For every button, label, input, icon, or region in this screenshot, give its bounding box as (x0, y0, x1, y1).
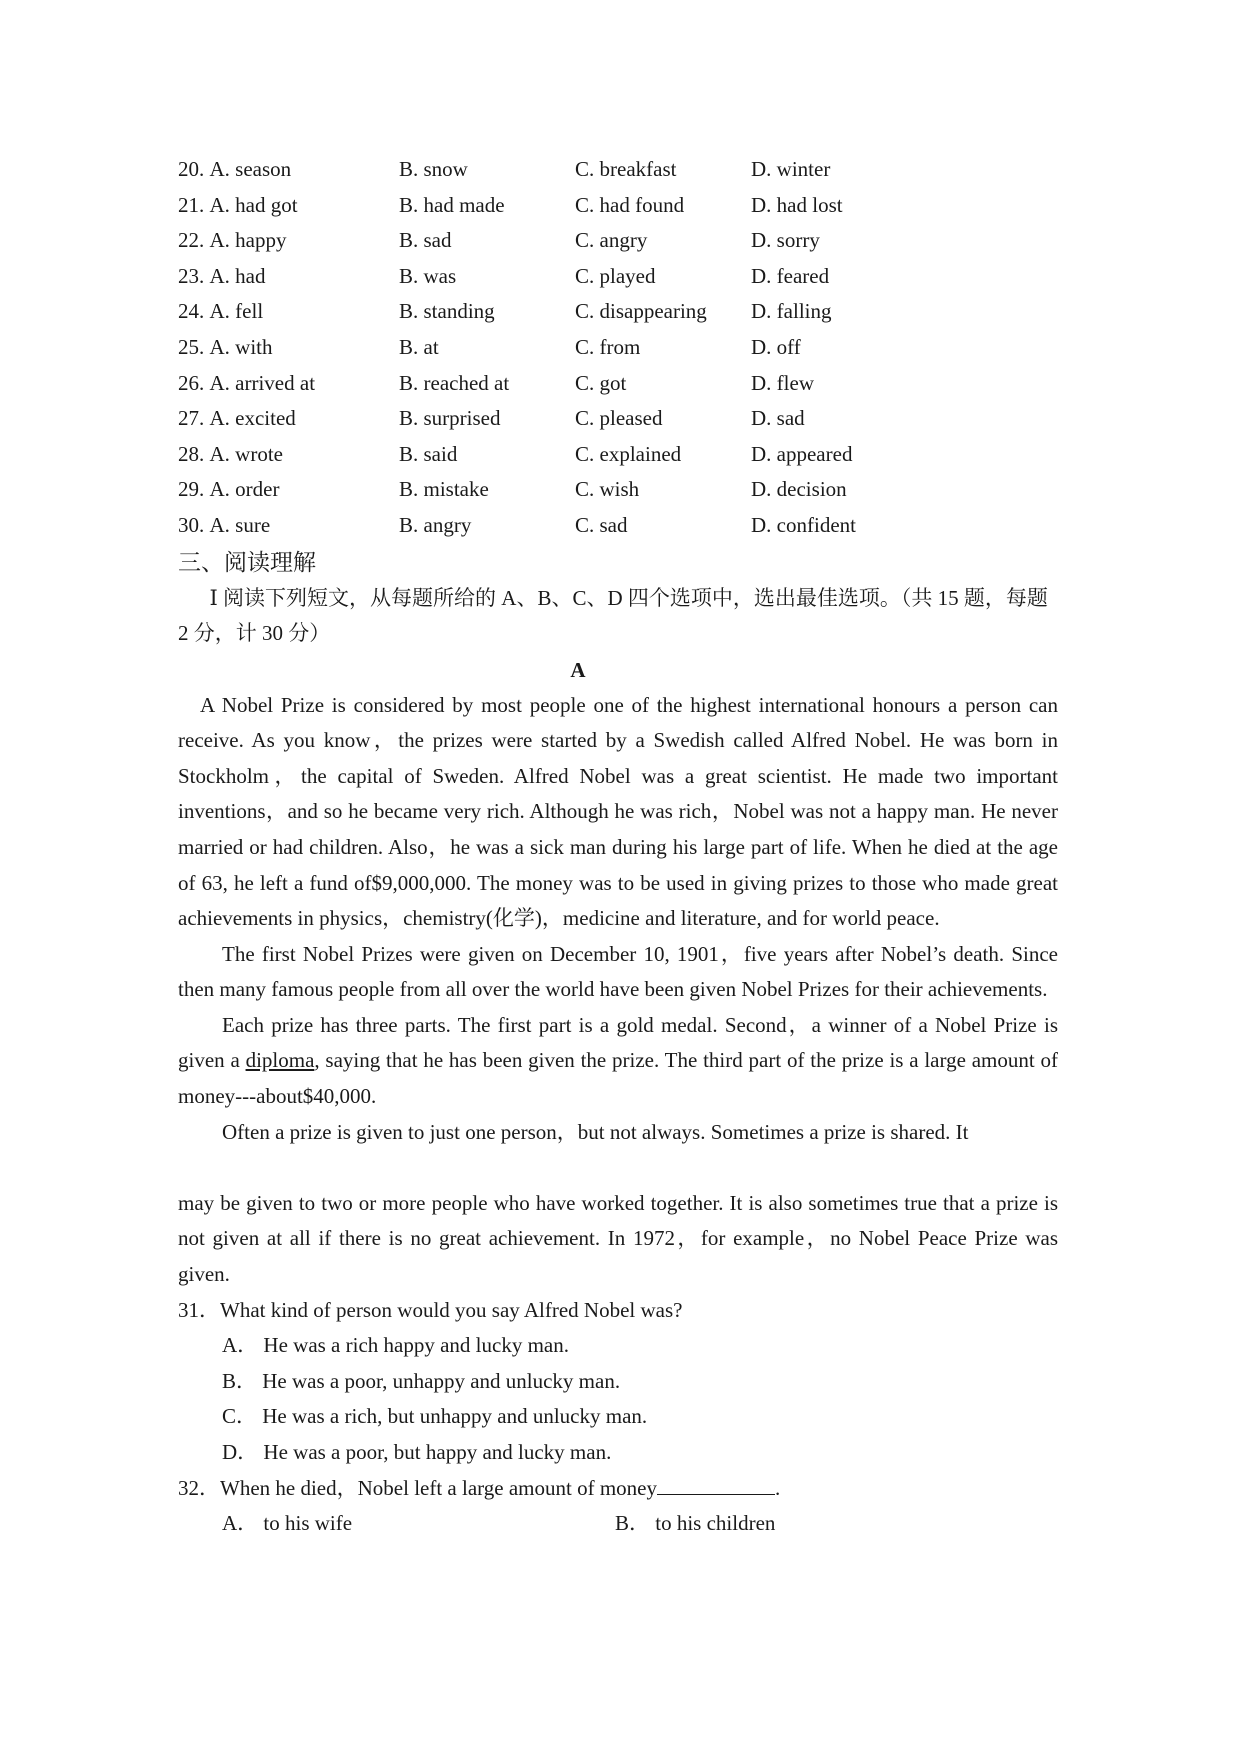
choice-row-29 (178, 472, 1058, 508)
option-b: B. snow (399, 157, 468, 181)
choice-row-23 (178, 259, 1058, 295)
option-d: D. sorry (751, 228, 820, 253)
option-b: B. angry (399, 512, 472, 537)
choice-row-28 (178, 437, 1058, 473)
option-a: 30. A. sure (178, 512, 271, 537)
option-a: 23. A. had (178, 263, 266, 288)
question-option-c: C． He was a rich, but unhappy and unlucky man. (222, 1404, 648, 1429)
choice-row-22 (178, 223, 1058, 259)
option-a: 26. A. arrived at (178, 370, 316, 395)
option-c: C. wish (575, 477, 640, 502)
section-instructions: Ⅰ 阅读下列短文，从每题所给的 A、B、C、D 四个选项中，选出最佳选项。（共 15 题，每题 2 分，计 30 分） (178, 585, 1048, 646)
question-options-row (178, 1506, 1058, 1542)
option-d: D. flew (751, 370, 814, 395)
option-c: C. played (575, 263, 656, 288)
question-option-b: B． to his children (615, 1511, 776, 1536)
option-c: C. from (575, 334, 641, 359)
question-option-b: B． He was a poor, unhappy and unlucky man. (222, 1368, 621, 1393)
choice-row-25 (178, 330, 1058, 366)
question-stem: 32．When he died，Nobel left a large amount of money . (178, 1471, 1058, 1507)
option-d: D. had lost (751, 192, 843, 217)
cloze-choices (178, 152, 1058, 544)
section-title: 三、阅读理解 (178, 549, 316, 575)
choice-row-24 (178, 294, 1058, 330)
option-d: D. falling (751, 299, 832, 324)
question-option-d: D． He was a poor, but happy and lucky man. (222, 1440, 612, 1464)
option-c: C. disappearing (575, 299, 707, 324)
choice-row-27 (178, 401, 1058, 437)
option-c: C. had found (575, 192, 685, 217)
option-c: C. got (575, 370, 627, 395)
option-a: 24. A. fell (178, 299, 264, 324)
option-c: C. explained (575, 441, 682, 466)
option-b: B. had made (399, 192, 505, 217)
question-option-a: A． to his wife (222, 1511, 353, 1536)
option-b: B. was (399, 263, 457, 288)
option-b: B. said (399, 441, 458, 466)
option-b: B. mistake (399, 477, 489, 502)
option-a: 29. A. order (178, 477, 280, 502)
option-a: 27. A. excited (178, 406, 296, 431)
option-b: B. surprised (399, 406, 501, 431)
option-d: D. winter (751, 157, 831, 181)
option-b: B. at (399, 334, 439, 359)
question-31 (178, 1293, 1058, 1471)
page-content (178, 152, 1058, 1542)
option-a: 20. A. season (178, 157, 292, 181)
question-32 (178, 1471, 1058, 1542)
question-option-a: A． He was a rich happy and lucky man. (222, 1333, 569, 1358)
option-c: C. breakfast (575, 157, 677, 181)
question-stem: 31．What kind of person would you say Alfred Nobel was? (178, 1297, 683, 1322)
option-a: 21. A. had got (178, 192, 298, 217)
option-c: C. angry (575, 228, 648, 253)
underlined-word: diploma (245, 1048, 315, 1073)
option-d: D. confident (751, 512, 856, 537)
choice-row-21 (178, 188, 1058, 224)
passage-paragraph-4: Often a prize is given to just one person，but not always. Sometimes a prize is shared. It (222, 1119, 969, 1144)
option-a: 28. A. wrote (178, 441, 283, 466)
option-d: D. decision (751, 477, 847, 502)
option-a: 25. A. with (178, 334, 273, 359)
page-gap (178, 1150, 1058, 1186)
passage-paragraph-2: The first Nobel Prizes were given on December 10, 1901，five years after Nobel’s death. Since then many famous people from all over the world have been given Nobel Prizes for their achievements. (178, 941, 1058, 1002)
answer-blank (657, 1472, 775, 1495)
option-b: B. sad (399, 228, 452, 253)
option-b: B. standing (399, 299, 495, 324)
passage-title: A (570, 657, 586, 682)
option-d: D. appeared (751, 441, 853, 466)
passage-paragraph-1: A Nobel Prize is considered by most people one of the highest international honours a person can receive. As you know，the prizes were started by a Swedish called Alfred Nobel. He was born in Stockholm，the capital of Sweden. Alfred Nobel was a great scientist. He made two important inventions，and so he became very rich. Although he was rich，Nobel was not a happy man. He never married or had children. Also，he was a sick man during his large part of life. When he died at the age of 63, he left a fund of$9,000,000. The money was to be used in giving prizes to those who made great achievements in physics，chemistry(化学)，medicine and literature, and for world peace. (178, 692, 1058, 931)
option-c: C. pleased (575, 406, 663, 431)
option-d: D. sad (751, 406, 805, 431)
choice-row-30 (178, 508, 1058, 544)
option-d: D. feared (751, 263, 830, 288)
passage-paragraph-5: may be given to two or more people who have worked together. It is also sometimes true that a prize is not given at all if there is no great achievement. In 1972，for example，no Nobel Peace Prize was given. (178, 1190, 1058, 1287)
option-a: 22. A. happy (178, 228, 287, 253)
choice-row-20 (178, 152, 1058, 188)
choice-row-26 (178, 366, 1058, 402)
option-b: B. reached at (399, 370, 510, 395)
option-d: D. off (751, 334, 801, 359)
passage-paragraph-3: Each prize has three parts. The first part is a gold medal. Second，a winner of a Nobel Prize is given a diploma, saying that he has been given the prize. The third part of the prize is a large amount of money---about$40,000. (178, 1012, 1058, 1109)
option-c: C. sad (575, 512, 628, 537)
